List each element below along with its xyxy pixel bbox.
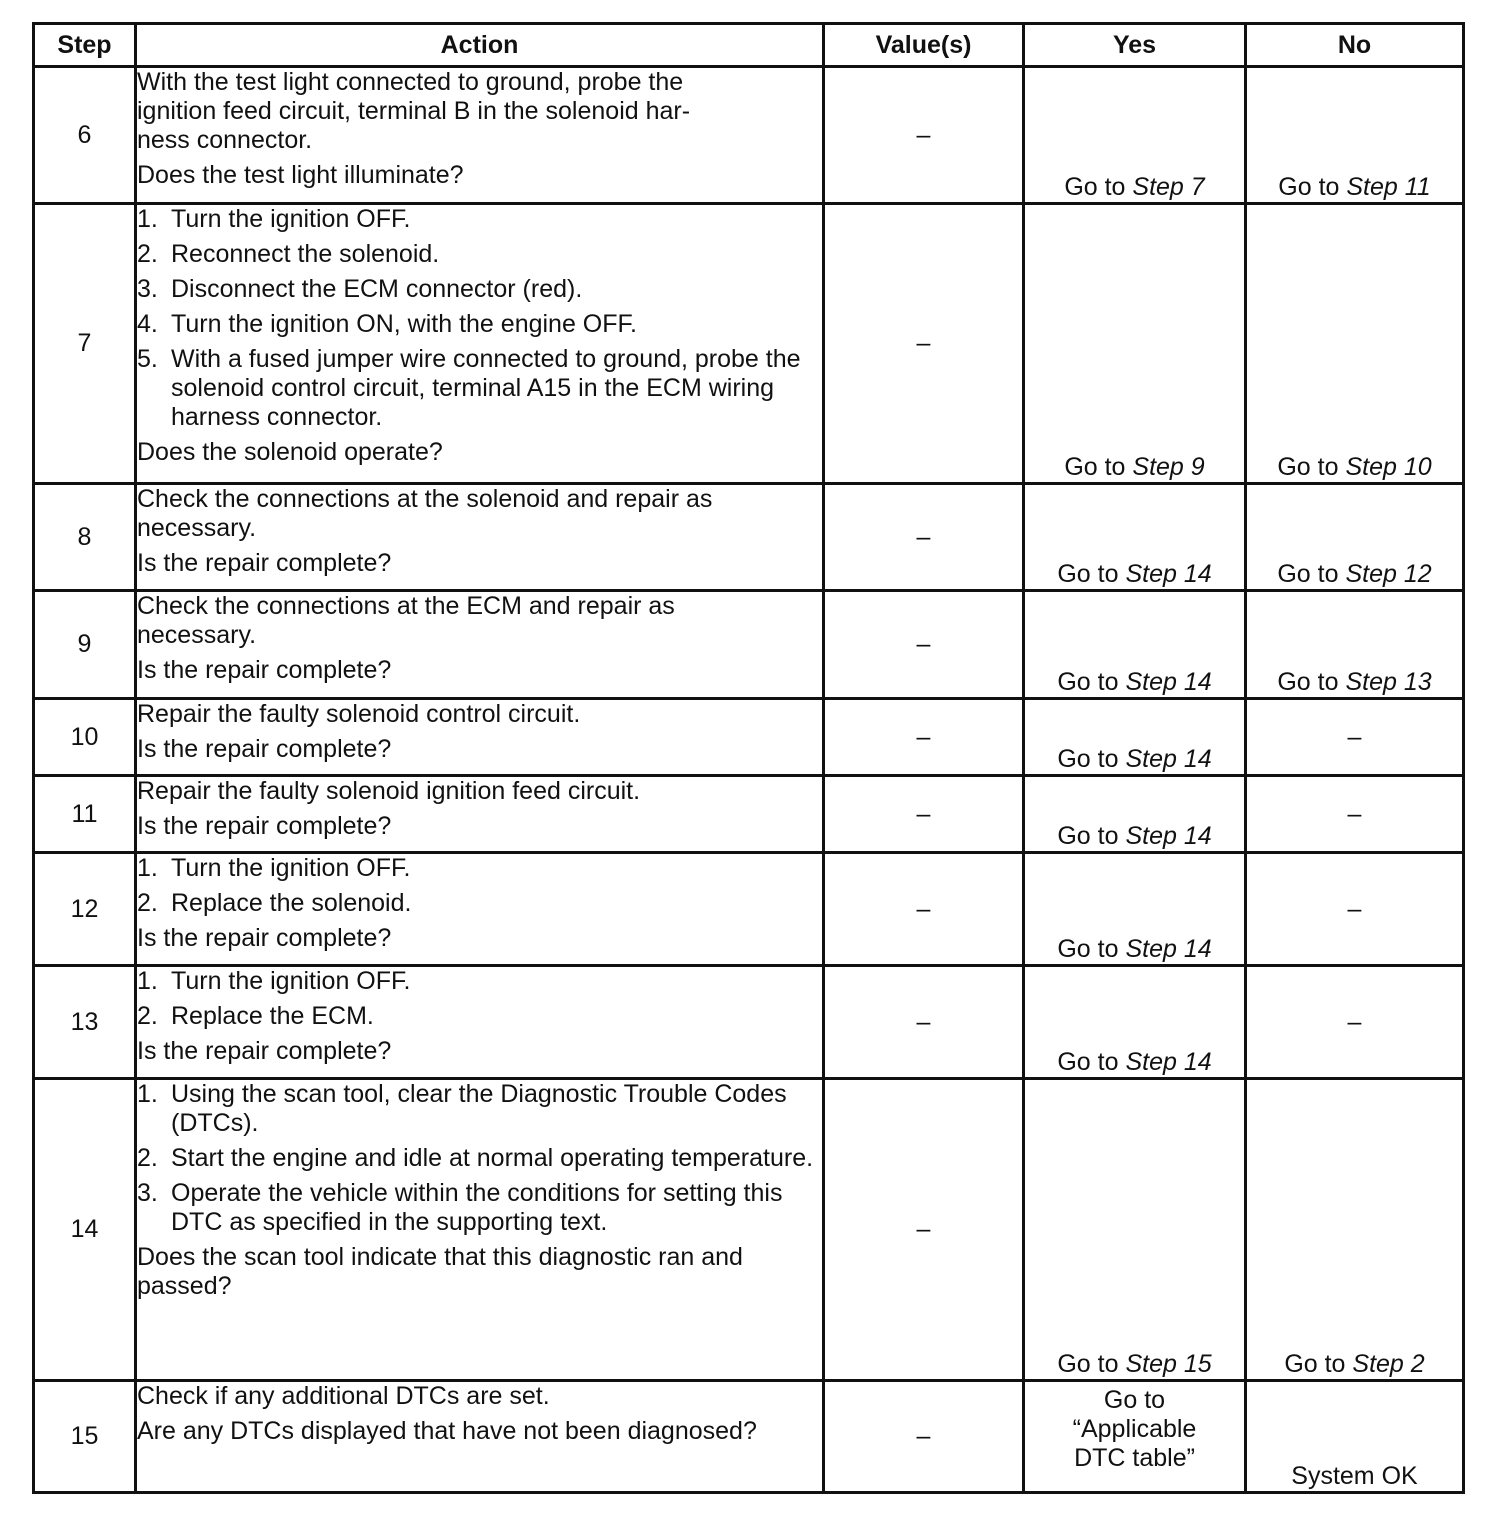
no-cell xyxy=(1246,591,1464,699)
action-question: Is the repair complete? xyxy=(137,656,392,684)
item-number: 2. xyxy=(137,889,158,917)
action-cell xyxy=(136,591,824,699)
action-line: ignition feed circuit, terminal B in the solenoid har- xyxy=(137,97,691,125)
action-list-item xyxy=(137,889,822,918)
value-cell: – xyxy=(824,1381,1024,1493)
yes-step-link: Step 15 xyxy=(1125,1350,1212,1378)
table-row xyxy=(34,591,1464,699)
no-goto-text: Go to xyxy=(1284,1350,1353,1378)
item-number: 5. xyxy=(137,345,158,373)
yes-goto-text: Go to xyxy=(1057,935,1126,963)
table-row xyxy=(34,1381,1464,1493)
item-text: Operate the vehicle within the conditions for setting this DTC as specified in the supporting text. xyxy=(171,1179,783,1236)
no-goto-text: Go to xyxy=(1277,453,1346,481)
action-list-item xyxy=(137,1144,822,1173)
action-cell xyxy=(136,699,824,776)
no-text: – xyxy=(1347,722,1362,751)
action-cell xyxy=(136,67,824,204)
item-number: 1. xyxy=(137,967,158,995)
yes-goto-text: Go to xyxy=(1064,453,1133,481)
yes-cell xyxy=(1024,1381,1246,1493)
action-cell xyxy=(136,853,824,966)
yes-step-link: Step 14 xyxy=(1125,668,1212,696)
item-number: 2. xyxy=(137,1002,158,1030)
item-text: Replace the solenoid. xyxy=(171,889,412,917)
action-line: Check if any additional DTCs are set. xyxy=(137,1382,550,1410)
no-text: – xyxy=(1347,799,1362,828)
table-row xyxy=(34,776,1464,853)
item-text: Using the scan tool, clear the Diagnostic Trouble Codes (DTCs). xyxy=(171,1080,787,1137)
yes-goto-text: Go to xyxy=(1057,1350,1126,1378)
no-step-link: Step 2 xyxy=(1352,1350,1425,1378)
yes-text: Go to “Applicable DTC table” xyxy=(1072,1386,1197,1472)
no-cell xyxy=(1246,776,1464,853)
value-cell: – xyxy=(824,591,1024,699)
item-number: 1. xyxy=(137,854,158,882)
item-number: 1. xyxy=(137,205,158,233)
action-line: Check the connections at the ECM and repair as xyxy=(137,592,675,620)
yes-goto-text: Go to xyxy=(1057,668,1126,696)
yes-goto-text: Go to xyxy=(1057,1048,1126,1076)
item-text: Turn the ignition OFF. xyxy=(171,205,411,233)
table-row xyxy=(34,204,1464,484)
value-cell: – xyxy=(824,966,1024,1079)
action-question: Does the solenoid operate? xyxy=(137,438,443,466)
table-row xyxy=(34,1079,1464,1381)
action-list-item xyxy=(137,1179,822,1237)
action-line: Repair the faulty solenoid ignition feed circuit. xyxy=(137,777,641,805)
item-number: 2. xyxy=(137,1144,158,1172)
no-cell xyxy=(1246,699,1464,776)
action-list-item xyxy=(137,1002,822,1031)
no-cell xyxy=(1246,484,1464,591)
yes-step-link: Step 9 xyxy=(1132,453,1205,481)
header-step: Step xyxy=(34,24,136,67)
item-number: 1. xyxy=(137,1080,158,1108)
value-cell: – xyxy=(824,853,1024,966)
action-list-item xyxy=(137,275,822,304)
action-list-item xyxy=(137,205,822,234)
yes-goto-text: Go to xyxy=(1057,822,1126,850)
action-list-item xyxy=(137,310,822,339)
no-text: – xyxy=(1347,894,1362,923)
action-question: Is the repair complete? xyxy=(137,549,392,577)
yes-cell xyxy=(1024,853,1246,966)
action-line: Check the connections at the solenoid and repair as xyxy=(137,485,713,513)
action-cell xyxy=(136,1079,824,1381)
action-line: necessary. xyxy=(137,621,257,649)
yes-cell xyxy=(1024,591,1246,699)
no-text: – xyxy=(1347,1007,1362,1036)
no-cell xyxy=(1246,1079,1464,1381)
step-number: 9 xyxy=(34,591,136,699)
table-row xyxy=(34,853,1464,966)
header-row xyxy=(34,24,1464,67)
action-list-item xyxy=(137,854,822,883)
yes-cell xyxy=(1024,776,1246,853)
yes-step-link: Step 14 xyxy=(1125,1048,1212,1076)
item-number: 3. xyxy=(137,1179,158,1207)
item-text: Turn the ignition OFF. xyxy=(171,967,411,995)
value-cell: – xyxy=(824,204,1024,484)
yes-step-link: Step 14 xyxy=(1125,745,1212,773)
step-number: 14 xyxy=(34,1079,136,1381)
action-question: Is the repair complete? xyxy=(137,735,392,763)
item-number: 2. xyxy=(137,240,158,268)
no-step-link: Step 11 xyxy=(1346,173,1431,201)
action-question: Are any DTCs displayed that have not been diagnosed? xyxy=(137,1417,757,1445)
action-cell xyxy=(136,204,824,484)
table-row xyxy=(34,966,1464,1079)
step-number: 11 xyxy=(34,776,136,853)
action-list-item xyxy=(137,345,822,432)
action-list-item xyxy=(137,1080,822,1138)
yes-goto-text: Go to xyxy=(1057,745,1126,773)
header-action: Action xyxy=(136,24,824,67)
yes-step-link: Step 14 xyxy=(1125,822,1212,850)
no-step-link: Step 13 xyxy=(1345,668,1432,696)
value-cell: – xyxy=(824,484,1024,591)
yes-goto-text: Go to xyxy=(1057,560,1126,588)
item-text: Turn the ignition OFF. xyxy=(171,854,411,882)
no-cell xyxy=(1246,1381,1464,1493)
action-question: Is the repair complete? xyxy=(137,924,392,952)
yes-goto-text: Go to xyxy=(1064,173,1133,201)
step-number: 7 xyxy=(34,204,136,484)
no-cell xyxy=(1246,853,1464,966)
header-no: No xyxy=(1246,24,1464,67)
no-cell xyxy=(1246,204,1464,484)
value-cell: – xyxy=(824,67,1024,204)
no-goto-text: Go to xyxy=(1277,668,1346,696)
action-list-item xyxy=(137,240,822,269)
value-cell: – xyxy=(824,699,1024,776)
item-text: Replace the ECM. xyxy=(171,1002,374,1030)
header-values: Value(s) xyxy=(824,24,1024,67)
action-cell xyxy=(136,776,824,853)
item-text: Reconnect the solenoid. xyxy=(171,240,440,268)
no-goto-text: Go to xyxy=(1278,173,1347,201)
no-cell xyxy=(1246,966,1464,1079)
yes-cell xyxy=(1024,699,1246,776)
item-text: Disconnect the ECM connector (red). xyxy=(171,275,583,303)
yes-cell xyxy=(1024,204,1246,484)
item-text: With a fused jumper wire connected to ground, probe the solenoid control circuit, terminal A15 in the ECM wiring harness connector. xyxy=(171,345,801,431)
action-cell xyxy=(136,966,824,1079)
item-text: Start the engine and idle at normal operating temperature. xyxy=(171,1144,814,1172)
yes-cell xyxy=(1024,67,1246,204)
yes-cell xyxy=(1024,1079,1246,1381)
yes-cell xyxy=(1024,484,1246,591)
step-number: 8 xyxy=(34,484,136,591)
yes-cell xyxy=(1024,966,1246,1079)
action-cell xyxy=(136,484,824,591)
action-question: Is the repair complete? xyxy=(137,1037,392,1065)
value-cell: – xyxy=(824,1079,1024,1381)
yes-step-link: Step 14 xyxy=(1125,560,1212,588)
no-text: System OK xyxy=(1291,1462,1418,1490)
action-question: Does the test light illuminate? xyxy=(137,161,464,189)
action-line: ness connector. xyxy=(137,126,313,154)
item-number: 3. xyxy=(137,275,158,303)
no-step-link: Step 12 xyxy=(1345,560,1432,588)
header-yes: Yes xyxy=(1024,24,1246,67)
table-row xyxy=(34,699,1464,776)
action-question: Is the repair complete? xyxy=(137,812,392,840)
yes-step-link: Step 7 xyxy=(1132,173,1205,201)
table-row xyxy=(34,484,1464,591)
yes-step-link: Step 14 xyxy=(1125,935,1212,963)
step-number: 12 xyxy=(34,853,136,966)
item-number: 4. xyxy=(137,310,158,338)
action-list-item xyxy=(137,967,822,996)
item-text: Turn the ignition ON, with the engine OFF. xyxy=(171,310,637,338)
action-question: Does the scan tool indicate that this diagnostic ran and passed? xyxy=(137,1243,743,1300)
table-row xyxy=(34,67,1464,204)
no-cell xyxy=(1246,67,1464,204)
action-line: Repair the faulty solenoid control circuit. xyxy=(137,700,581,728)
diagnostic-table xyxy=(32,22,1465,1494)
action-cell xyxy=(136,1381,824,1493)
step-number: 10 xyxy=(34,699,136,776)
no-goto-text: Go to xyxy=(1277,560,1346,588)
step-number: 15 xyxy=(34,1381,136,1493)
action-line: necessary. xyxy=(137,514,257,542)
no-step-link: Step 10 xyxy=(1345,453,1432,481)
step-number: 6 xyxy=(34,67,136,204)
action-line: With the test light connected to ground, probe the xyxy=(137,68,684,96)
value-cell: – xyxy=(824,776,1024,853)
step-number: 13 xyxy=(34,966,136,1079)
